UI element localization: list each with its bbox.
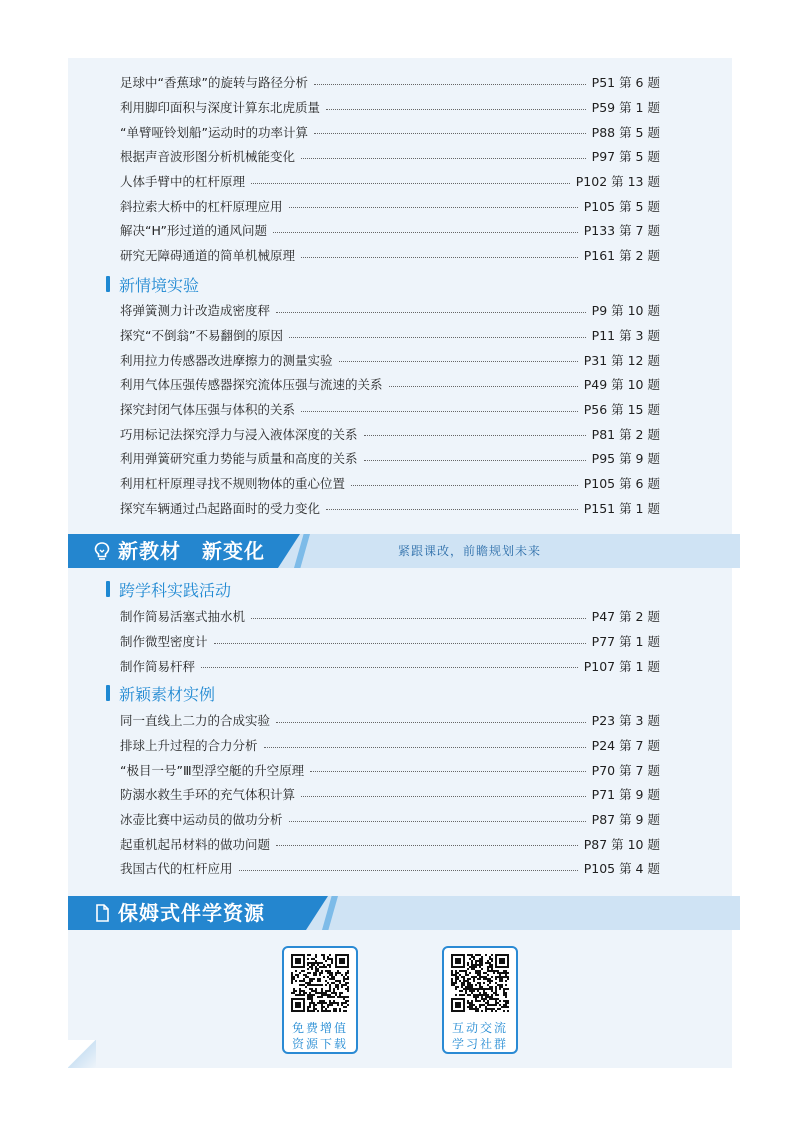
dot-leader [310, 771, 586, 772]
subheading-bar [106, 581, 110, 597]
dot-leader [264, 747, 586, 748]
dot-leader [289, 207, 578, 208]
toc-entry-title: 利用弹簧研究重力势能与质量和高度的关系 [120, 451, 358, 467]
toc-entry-page-ref: P77 第 1 题 [591, 634, 660, 650]
toc-entry[interactable] [120, 708, 660, 733]
toc-entry-title: 斜拉索大桥中的杠杆原理应用 [120, 198, 283, 214]
document-icon [92, 903, 112, 923]
toc-entry-title: “极目一号”Ⅲ型浮空艇的升空原理 [120, 762, 305, 778]
toc-entry-title: 制作简易杆秤 [120, 658, 196, 674]
dot-leader [351, 485, 578, 486]
toc-entry[interactable] [120, 807, 660, 832]
toc-entry-title: 制作简易活塞式抽水机 [120, 609, 246, 625]
subheading-label: 新颖素材实例 [119, 684, 216, 704]
toc-entry[interactable] [120, 733, 660, 758]
toc-entry-page-ref: P97 第 5 题 [591, 149, 660, 165]
dot-leader [273, 232, 578, 233]
toc-entry-title: “单臂哑铃划船”运动时的功率计算 [120, 124, 308, 140]
toc-entry[interactable] [120, 70, 660, 95]
toc-entry-title: 足球中“香蕉球”的旋转与路径分析 [120, 75, 308, 91]
banner-companion-resources [68, 896, 740, 930]
toc-entry-title: 排球上升过程的合力分析 [120, 738, 258, 754]
toc-entry-page-ref: P81 第 2 题 [591, 426, 660, 442]
toc-entry[interactable] [120, 757, 660, 782]
subheading-bar [106, 685, 110, 701]
toc-entry-page-ref: P70 第 7 题 [591, 762, 660, 778]
qr-caption-line: 学习社群 [451, 1037, 508, 1051]
dot-leader [289, 337, 586, 338]
dot-leader [201, 667, 578, 668]
toc-entry[interactable] [120, 243, 660, 268]
toc-entry[interactable] [120, 421, 660, 446]
toc-entry-page-ref: P51 第 6 题 [591, 75, 660, 91]
banner-title: 保姆式伴学资源 [118, 901, 265, 925]
qr-caption-line: 互动交流 [451, 1021, 508, 1035]
toc-entry-title: 根据声音波形图分析机械能变化 [120, 149, 296, 165]
toc-entry[interactable] [120, 831, 660, 856]
toc-entry-page-ref: P9 第 10 题 [591, 303, 660, 319]
toc-entry[interactable] [120, 856, 660, 881]
toc-entry[interactable] [120, 471, 660, 496]
toc-entry-title: 巧用标记法探究浮力与浸入液体深度的关系 [120, 426, 358, 442]
toc-entry-title: 解决“H”形过道的通风问题 [120, 223, 267, 239]
dot-leader [326, 509, 578, 510]
toc-entry-page-ref: P47 第 2 题 [591, 609, 660, 625]
toc-entry[interactable] [120, 446, 660, 471]
toc-entry-title: 同一直线上二力的合成实验 [120, 713, 271, 729]
dot-leader [364, 460, 586, 461]
toc-entry-page-ref: P24 第 7 题 [591, 738, 660, 754]
toc-entry-title: 利用气体压强传感器探究流体压强与流速的关系 [120, 377, 383, 393]
dot-leader [339, 361, 578, 362]
toc-entry-title: 冰壶比赛中运动员的做功分析 [120, 812, 283, 828]
dot-leader [301, 158, 586, 159]
toc-entry-title: 利用拉力传感器改进摩擦力的测量实验 [120, 352, 333, 368]
dot-leader [276, 722, 586, 723]
toc-entry-title: 防溺水救生手环的充气体积计算 [120, 787, 296, 803]
subheading-interdisciplinary [106, 578, 231, 600]
subheading-label: 新情境实验 [119, 275, 200, 295]
toc-list-new-situation [120, 298, 660, 520]
toc-entry[interactable] [120, 95, 660, 120]
toc-entry[interactable] [120, 298, 660, 323]
toc-entry[interactable] [120, 347, 660, 372]
subheading-novel-materials [106, 682, 215, 704]
dot-leader [301, 796, 586, 797]
toc-entry-page-ref: P31 第 12 题 [583, 352, 660, 368]
qr-card-community[interactable] [442, 946, 518, 1054]
toc-entry-page-ref: P23 第 3 题 [591, 713, 660, 729]
dot-leader [214, 643, 586, 644]
qr-card-free-resources[interactable] [282, 946, 358, 1054]
toc-entry[interactable] [120, 323, 660, 348]
page-curl-decoration [68, 1040, 96, 1068]
toc-entry[interactable] [120, 144, 660, 169]
toc-entry-page-ref: P49 第 10 题 [583, 377, 660, 393]
toc-entry-page-ref: P133 第 7 题 [583, 223, 660, 239]
toc-entry[interactable] [120, 604, 660, 629]
banner-new-textbook [68, 534, 740, 568]
dot-leader [289, 821, 586, 822]
qr-caption-line: 资源下载 [291, 1037, 348, 1051]
dot-leader [301, 257, 578, 258]
toc-entry-title: 制作微型密度计 [120, 634, 208, 650]
toc-entry-title: 利用杠杆原理寻找不规则物体的重心位置 [120, 476, 346, 492]
qr-caption [284, 1020, 356, 1052]
qr-code-icon[interactable] [451, 954, 509, 1012]
toc-list-interdisciplinary [120, 604, 660, 678]
lightbulb-icon [92, 541, 112, 561]
dot-leader [301, 411, 578, 412]
toc-entry[interactable] [120, 653, 660, 678]
toc-entry[interactable] [120, 169, 660, 194]
dot-leader [326, 109, 586, 110]
toc-entry[interactable] [120, 496, 660, 521]
toc-entry[interactable] [120, 782, 660, 807]
toc-entry-page-ref: P88 第 5 题 [591, 124, 660, 140]
subheading-label: 跨学科实践活动 [119, 580, 232, 600]
toc-entry-page-ref: P105 第 6 题 [583, 476, 660, 492]
toc-entry-title: 探究“不倒翁”不易翻倒的原因 [120, 328, 283, 344]
qr-caption-line: 免费增值 [291, 1021, 348, 1035]
subheading-new-situation-experiments [106, 273, 199, 295]
toc-entry-page-ref: P105 第 4 题 [583, 861, 660, 877]
toc-entry-page-ref: P151 第 1 题 [583, 500, 660, 516]
toc-entry-title: 将弹簧测力计改造成密度秤 [120, 303, 271, 319]
toc-entry-title: 我国古代的杠杆应用 [120, 861, 233, 877]
toc-entry-page-ref: P95 第 9 题 [591, 451, 660, 467]
dot-leader [314, 133, 586, 134]
toc-entry-title: 利用脚印面积与深度计算东北虎质量 [120, 100, 321, 116]
toc-entry-page-ref: P11 第 3 题 [591, 328, 660, 344]
toc-entry-title: 起重机起吊材料的做功问题 [120, 836, 271, 852]
dot-leader [314, 84, 586, 85]
toc-entry[interactable] [120, 119, 660, 144]
subheading-bar [106, 276, 110, 292]
dot-leader [276, 845, 578, 846]
toc-entry-page-ref: P107 第 1 题 [583, 658, 660, 674]
toc-entry[interactable] [120, 218, 660, 243]
toc-entry[interactable] [120, 397, 660, 422]
toc-list-novel-materials [120, 708, 660, 881]
toc-entry-page-ref: P87 第 9 题 [591, 812, 660, 828]
toc-entry-title: 研究无障碍通道的简单机械原理 [120, 248, 296, 264]
dot-leader [276, 312, 586, 313]
toc-entry-page-ref: P161 第 2 题 [583, 248, 660, 264]
dot-leader [239, 870, 578, 871]
toc-entry[interactable] [120, 193, 660, 218]
banner-title: 新教材 新变化 [118, 539, 265, 563]
toc-entry-page-ref: P105 第 5 题 [583, 198, 660, 214]
banner-tagline: 紧跟课改，前瞻规划未来 [398, 544, 542, 558]
qr-code-icon[interactable] [291, 954, 349, 1012]
toc-entry-page-ref: P102 第 13 题 [575, 174, 660, 190]
toc-list-featured [120, 70, 660, 268]
toc-entry-title: 探究车辆通过凸起路面时的受力变化 [120, 500, 321, 516]
dot-leader [389, 386, 578, 387]
toc-entry-page-ref: P87 第 10 题 [583, 836, 660, 852]
toc-entry-page-ref: P56 第 15 题 [583, 402, 660, 418]
dot-leader [251, 618, 586, 619]
dot-leader [364, 435, 586, 436]
dot-leader [251, 183, 570, 184]
toc-entry-title: 人体手臂中的杠杆原理 [120, 174, 246, 190]
toc-entry-title: 探究封闭气体压强与体积的关系 [120, 402, 296, 418]
toc-entry-page-ref: P59 第 1 题 [591, 100, 660, 116]
qr-caption [444, 1020, 516, 1052]
toc-entry[interactable] [120, 629, 660, 654]
toc-entry[interactable] [120, 372, 660, 397]
toc-entry-page-ref: P71 第 9 题 [591, 787, 660, 803]
